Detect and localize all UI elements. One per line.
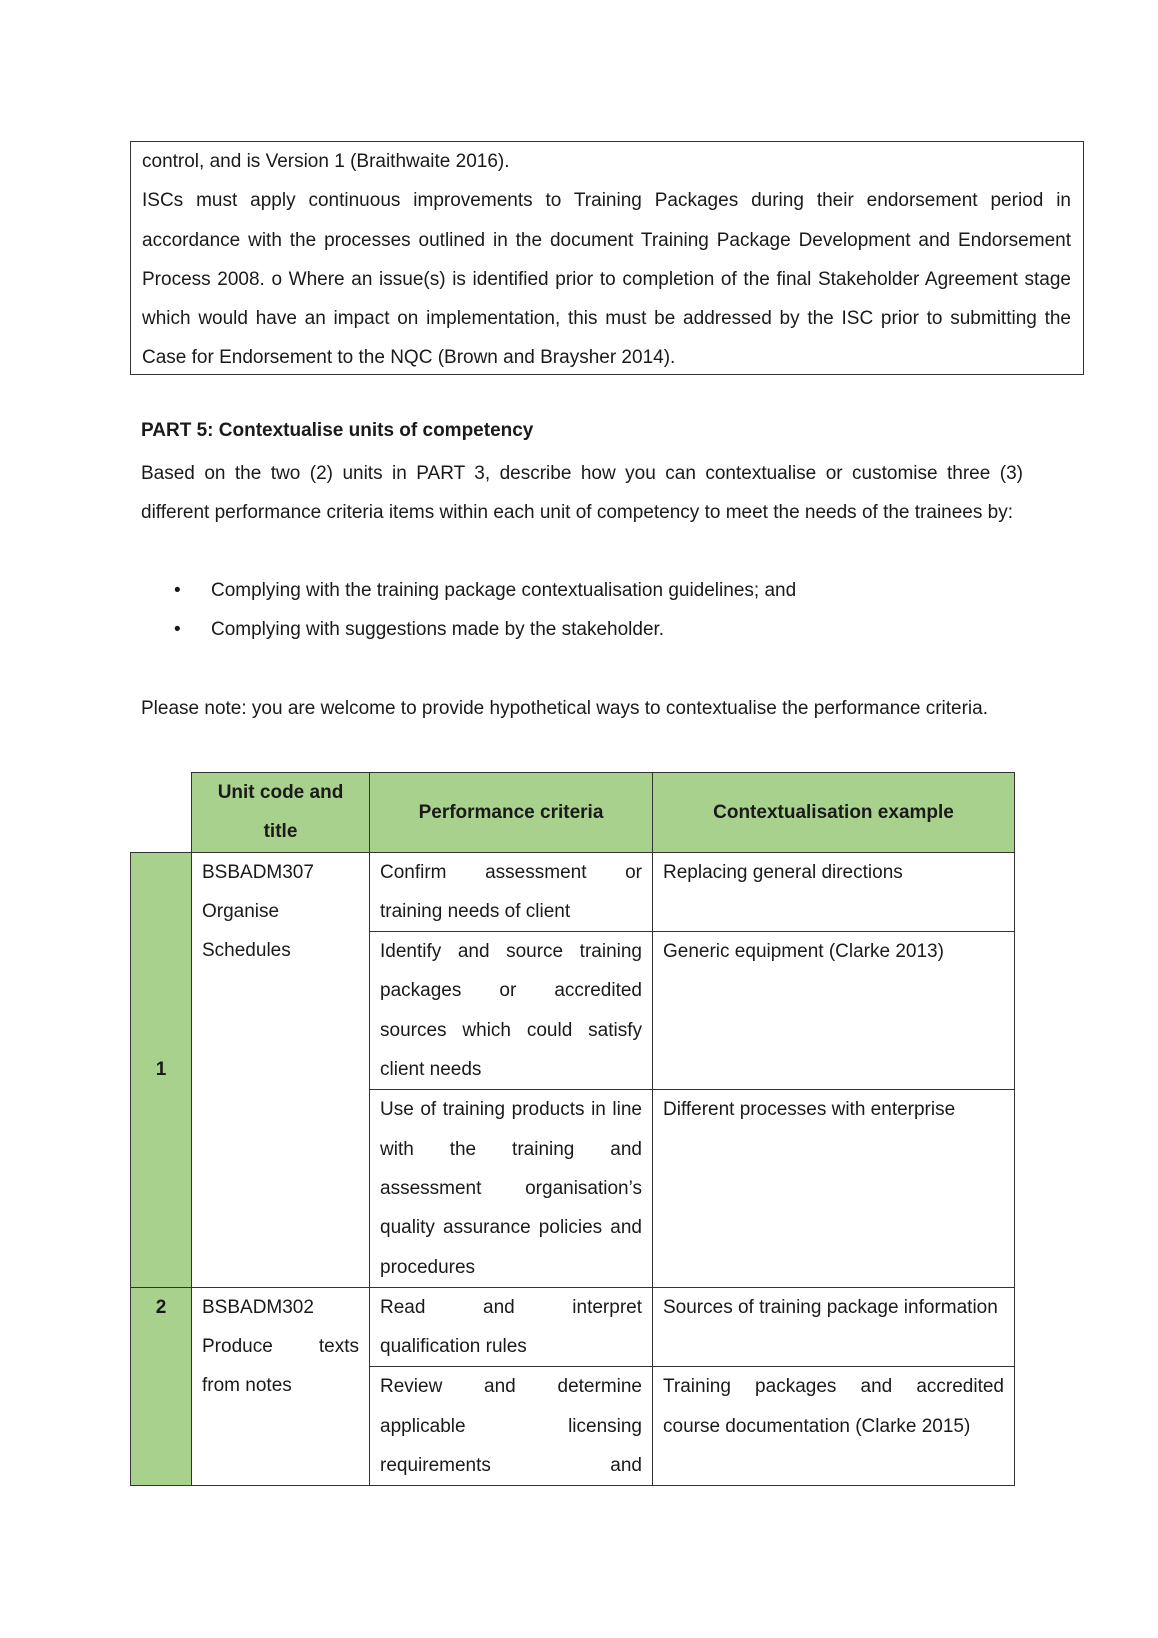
criteria-cell: Use of training products in line with the training and assessment organisation’s quality assurance policies and procedures [370, 1090, 653, 1287]
unit-cell [192, 852, 370, 1287]
continued-text-box [130, 141, 1084, 375]
table-row [131, 852, 1015, 932]
table-header-row [131, 773, 1015, 853]
criteria-cell: Identify and source training packages or accredited sources which could satisfy client needs [370, 932, 653, 1090]
header-example: Contextualisation example [653, 773, 1015, 853]
unit-cell [192, 1287, 370, 1485]
example-cell: Sources of training package information [653, 1287, 1015, 1367]
example-cell: Generic equipment (Clarke 2013) [653, 932, 1015, 1090]
example-cell: Different processes with enterprise [653, 1090, 1015, 1287]
contextualisation-table [130, 772, 1015, 1486]
list-item [141, 571, 1023, 610]
bullet-text: Complying with suggestions made by the stakeholder. [211, 619, 665, 641]
list-item [141, 610, 1023, 649]
table-row [131, 1287, 1015, 1367]
bullet-list [141, 571, 1023, 650]
criteria-cell: Read and interpret qualification rules [370, 1287, 653, 1367]
part5-heading: PART 5: Contextualise units of competency [141, 420, 534, 441]
bullet-icon: • [174, 580, 181, 601]
unit-number: 2 [131, 1287, 192, 1485]
header-unit: Unit code and title [192, 773, 370, 853]
example-cell: Training packages and accredited course documentation (Clarke 2015) [653, 1367, 1015, 1486]
header-criteria: Performance criteria [370, 773, 653, 853]
box-line: control, and is Version 1 (Braithwaite 2016). [142, 151, 510, 172]
bullet-text: Complying with the training package contextualisation guidelines; and [211, 580, 797, 601]
part5-note: Please note: you are welcome to provide hypothetical ways to contextualise the performance criteria. [141, 698, 989, 719]
criteria-cell: Review and determine applicable licensing requirements and [370, 1367, 653, 1486]
unit-title: Organise Schedules [202, 900, 291, 962]
unit-number: 1 [131, 852, 192, 1287]
unit-title: Produce texts from notes [202, 1336, 359, 1397]
empty-corner-cell [131, 773, 192, 853]
example-cell: Replacing general directions [653, 852, 1015, 932]
criteria-cell: Confirm assessment or training needs of client [370, 852, 653, 932]
part5-intro: Based on the two (2) units in PART 3, describe how you can contextualise or customise three (3) different performance criteria items within each unit of competency to meet the needs of the trainees by: [141, 463, 1023, 524]
bullet-icon: • [174, 619, 181, 641]
unit-code: BSBADM307 [202, 861, 314, 883]
box-paragraph: ISCs must apply continuous improvements to Training Packages during their endorsement period in accordance with the processes outlined in the document Training Package Development and Endorsement Process 2008. o Where an issue(s) is identified prior to completion of the final Stakeholder Agreement stage which would have an impact on implementation, this must be addressed by the ISC prior to submitting the Case for Endorsement to the NQC (Brown and Braysher 2014). [142, 190, 1071, 369]
unit-code: BSBADM302 [202, 1296, 314, 1318]
